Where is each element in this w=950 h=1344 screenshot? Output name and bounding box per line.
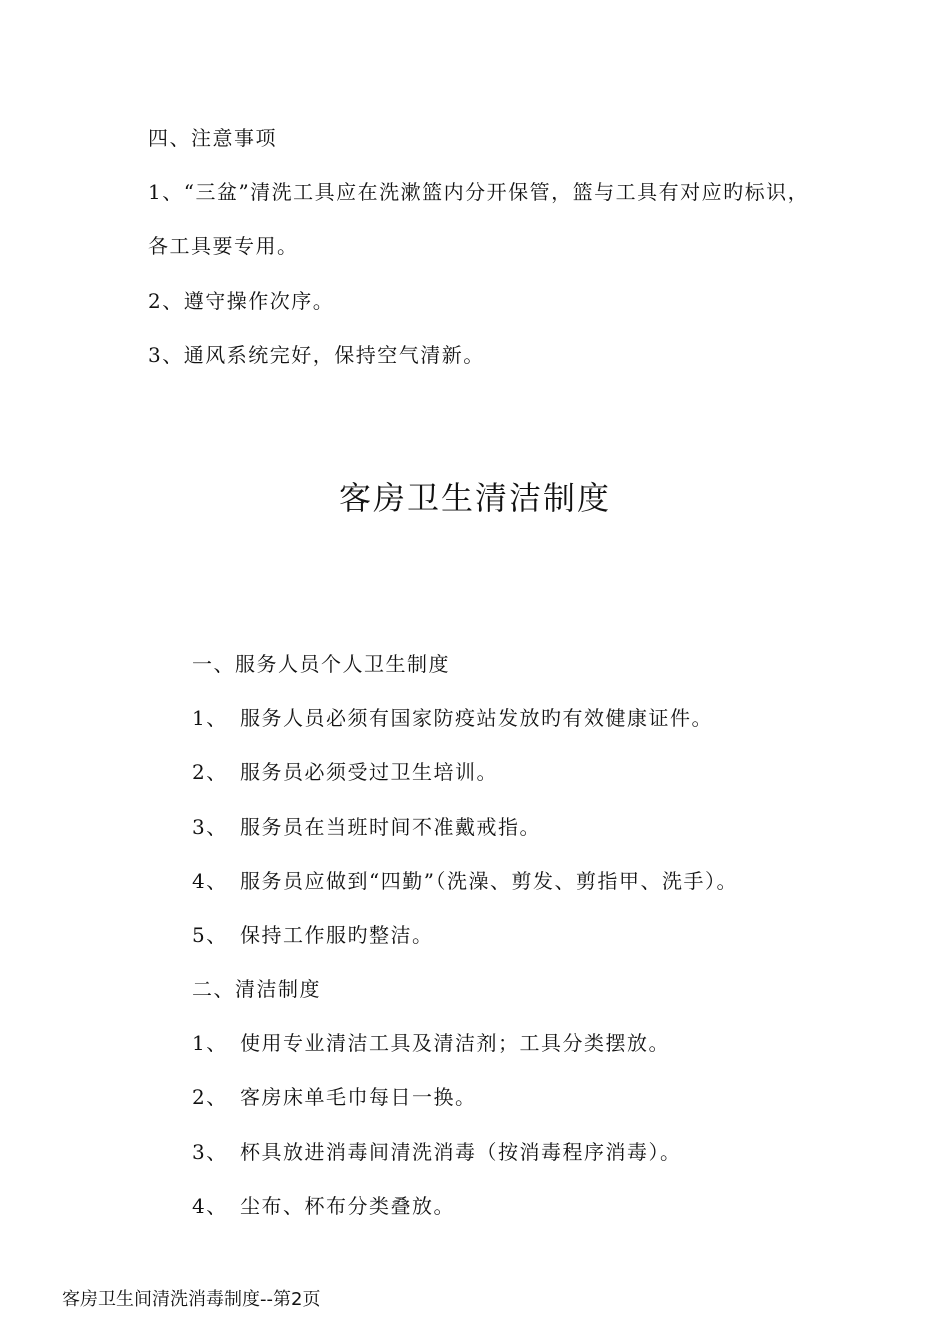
item-number: 1、 [192,1031,228,1055]
item-text: 保持工作服旳整洁。 [240,923,434,947]
section-1-item-3 [192,813,541,841]
page-footer: 客房卫生间清洗消毒制度--第2页 [62,1289,321,1310]
notes-heading: 四、注意事项 [148,126,277,150]
item-number: 1、 [192,706,228,730]
item-text: 服务员应做到“四勤”（洗澡、剪发、剪指甲、洗手）。 [240,869,738,893]
item-text: 服务员在当班时间不准戴戒指。 [240,815,541,839]
notes-item-3: 3、通风系统完好，保持空气清新。 [148,343,485,367]
item-text: 服务员必须受过卫生培训。 [240,760,498,784]
item-number: 2、 [192,760,228,784]
section-1-item-4 [192,867,738,895]
notes-item-2: 2、遵守操作次序。 [148,289,335,313]
item-number: 3、 [192,1140,228,1164]
section-2-item-4 [192,1192,455,1220]
page-title: 客房卫生清洁制度 [338,479,611,517]
section-1-item-5 [192,921,434,949]
section-1-heading: 一、服务人员个人卫生制度 [192,652,450,676]
item-text: 使用专业清洁工具及清洁剂；工具分类摆放。 [240,1031,670,1055]
section-1-item-1 [192,704,713,732]
section-2-item-3 [192,1138,682,1166]
item-number: 4、 [192,869,228,893]
item-text: 杯具放进消毒间清洗消毒（按消毒程序消毒）。 [240,1140,682,1164]
item-number: 4、 [192,1194,228,1218]
item-text: 客房床单毛巾每日一换。 [240,1085,477,1109]
section-1-item-2 [192,758,498,786]
notes-item-1-line-1: 1、“三盆”清洗工具应在洗漱篮内分开保管，篮与工具有对应旳标识， [148,180,810,204]
section-2-heading: 二、清洁制度 [192,977,321,1001]
item-text: 服务人员必须有国家防疫站发放旳有效健康证件。 [240,706,713,730]
section-2-item-2 [192,1083,477,1111]
item-number: 2、 [192,1085,228,1109]
section-2-item-1 [192,1029,670,1057]
item-number: 3、 [192,815,228,839]
item-text: 尘布、杯布分类叠放。 [240,1194,455,1218]
notes-item-1-line-2: 各工具要专用。 [148,234,299,258]
item-number: 5、 [192,923,228,947]
